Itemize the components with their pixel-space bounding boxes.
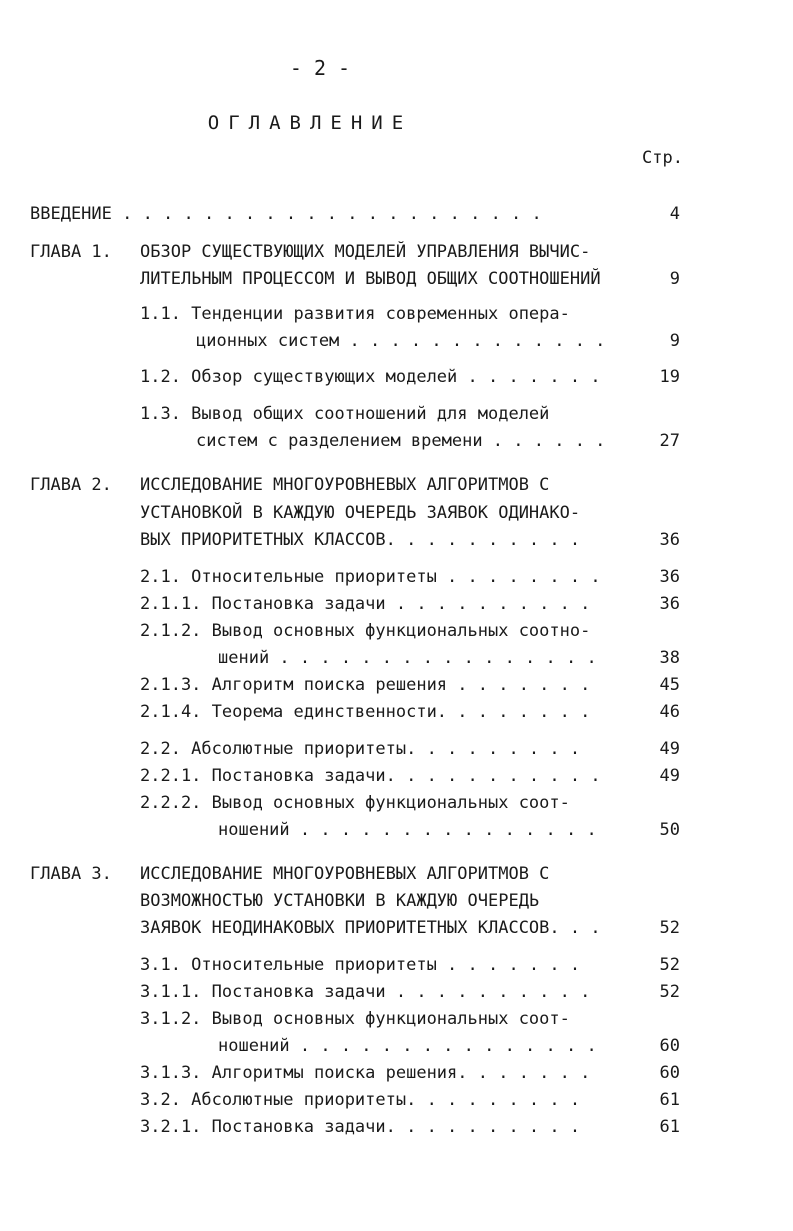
toc-entry-text: 2.1.1. Постановка задачи . . . . . . . . . . <box>140 594 591 614</box>
toc-page-number: 60 <box>659 1036 680 1056</box>
toc-page-number: 9 <box>669 331 680 351</box>
toc-page-number: 36 <box>659 594 680 614</box>
toc-page-number: 9 <box>669 269 680 289</box>
toc-entry-text: 2.2.2. Вывод основных функциональных соот- <box>140 793 570 813</box>
chapter-label: ГЛАВА 3. <box>30 864 112 884</box>
toc-page-number: 36 <box>659 530 680 550</box>
toc-entry-text: ЛИТЕЛЬНЫМ ПРОЦЕССОМ И ВЫВОД ОБЩИХ СООТНОШЕНИЙ <box>140 269 601 289</box>
toc-page-number: 52 <box>659 955 680 975</box>
toc-page-number: 27 <box>659 431 680 451</box>
toc-entry-text: 1.3. Вывод общих соотношений для моделей <box>140 404 550 424</box>
toc-entry-text: 3.2. Абсолютные приоритеты. . . . . . . . . <box>140 1090 581 1110</box>
toc-entry-text: 3.1.2. Вывод основных функциональных соот- <box>140 1009 570 1029</box>
toc-page-number: 49 <box>659 739 680 759</box>
toc-entry-text: ношений . . . . . . . . . . . . . . . <box>218 820 597 840</box>
toc-page-number: 19 <box>659 367 680 387</box>
toc-entry-text: систем с разделением времени . . . . . . <box>196 431 606 451</box>
toc-entry-text: ционных систем . . . . . . . . . . . . . <box>196 331 606 351</box>
toc-entry-text: ВВЕДЕНИЕ . . . . . . . . . . . . . . . . . . . . . <box>30 204 542 224</box>
toc-entry-text: ВЫХ ПРИОРИТЕТНЫХ КЛАССОВ. . . . . . . . . . <box>140 530 581 550</box>
toc-page-number: 4 <box>669 204 680 224</box>
toc-entry-text: 2.1.3. Алгоритм поиска решения . . . . . . . <box>140 675 591 695</box>
toc-entry-text: УСТАНОВКОЙ В КАЖДУЮ ОЧЕРЕДЬ ЗАЯВОК ОДИНАКО- <box>140 503 581 523</box>
toc-entry-text: ношений . . . . . . . . . . . . . . . <box>218 1036 597 1056</box>
toc-page-number: 38 <box>659 648 680 668</box>
toc-entry-text: 3.2.1. Постановка задачи. . . . . . . . . . <box>140 1117 581 1137</box>
toc-page-number: 52 <box>659 982 680 1002</box>
chapter-label: ГЛАВА 1. <box>30 242 112 262</box>
toc-page-number: 45 <box>659 675 680 695</box>
page-title: ОГЛАВЛЕНИЕ <box>207 112 413 134</box>
toc-entry-text: 2.1. Относительные приоритеты . . . . . . . . <box>140 567 601 587</box>
toc-entry-text: 2.1.4. Теорема единственности. . . . . . . . <box>140 702 591 722</box>
toc-entry-text: 1.1. Тенденции развития современных опера- <box>140 304 570 324</box>
toc-entry-text: 2.1.2. Вывод основных функциональных соотно- <box>140 621 591 641</box>
page-number: - 2 - <box>289 56 351 80</box>
toc-entry-text: шений . . . . . . . . . . . . . . . . <box>218 648 597 668</box>
page-column-header: Стр. <box>642 148 683 168</box>
toc-entry-text: ВОЗМОЖНОСТЬЮ УСТАНОВКИ В КАЖДУЮ ОЧЕРЕДЬ <box>140 891 540 911</box>
chapter-label: ГЛАВА 2. <box>30 475 112 495</box>
toc-page-number: 49 <box>659 766 680 786</box>
toc-entry-text: 2.2. Абсолютные приоритеты. . . . . . . . . <box>140 739 581 759</box>
toc-entry-text: ЗАЯВОК НЕОДИНАКОВЫХ ПРИОРИТЕТНЫХ КЛАССОВ. . . <box>140 918 601 938</box>
toc-entry-text: ИССЛЕДОВАНИЕ МНОГОУРОВНЕВЫХ АЛГОРИТМОВ С <box>140 475 550 495</box>
toc-page-number: 61 <box>659 1090 680 1110</box>
toc-entry-text: ОБЗОР СУЩЕСТВУЮЩИХ МОДЕЛЕЙ УПРАВЛЕНИЯ ВЫЧИС- <box>140 242 591 262</box>
toc-entry-text: 3.1. Относительные приоритеты . . . . . . . <box>140 955 581 975</box>
toc-page-number: 60 <box>659 1063 680 1083</box>
toc-page-number: 52 <box>659 918 680 938</box>
toc-entry-text: ИССЛЕДОВАНИЕ МНОГОУРОВНЕВЫХ АЛГОРИТМОВ С <box>140 864 550 884</box>
toc-entry-text: 3.1.3. Алгоритмы поиска решения. . . . . . . <box>140 1063 591 1083</box>
toc-page-number: 61 <box>659 1117 680 1137</box>
toc-entry-text: 2.2.1. Постановка задачи. . . . . . . . . . . <box>140 766 601 786</box>
toc-page-number: 50 <box>659 820 680 840</box>
toc-page-number: 46 <box>659 702 680 722</box>
toc-entry-text: 1.2. Обзор существующих моделей . . . . . . . <box>140 367 601 387</box>
toc-entry-text: 3.1.1. Постановка задачи . . . . . . . . . . <box>140 982 591 1002</box>
toc-page-number: 36 <box>659 567 680 587</box>
